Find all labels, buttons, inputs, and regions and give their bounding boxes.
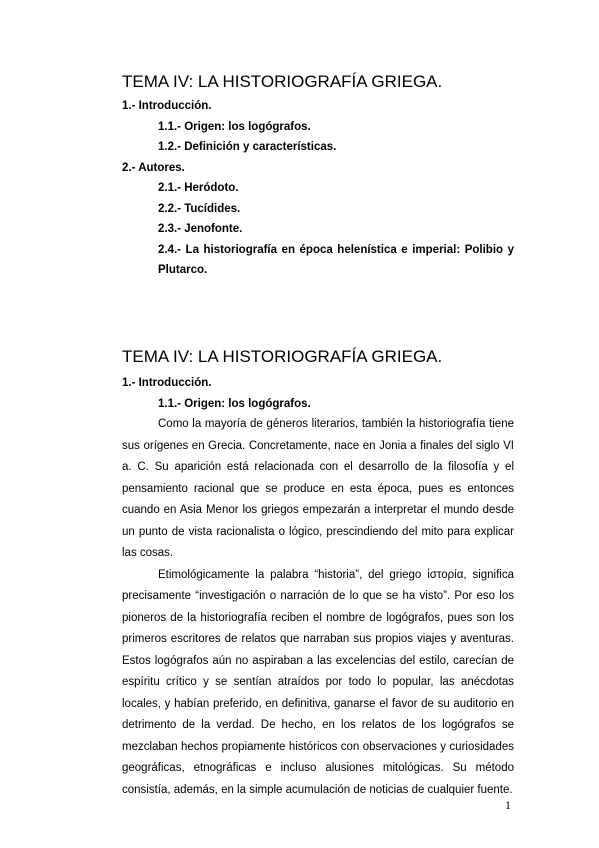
toc-item: 1.- Introducción. xyxy=(122,100,212,112)
toc-item: 2.- Autores. xyxy=(122,161,185,174)
toc-item: 2.2.- Tucídides. xyxy=(158,202,241,215)
heading-origen: 1.1.- Origen: los logógrafos. xyxy=(158,397,311,410)
page-number: 1 xyxy=(505,798,511,812)
section-headings xyxy=(122,373,514,414)
table-of-contents xyxy=(122,96,514,281)
toc-item: 2.4.- La historiografía en época helenística e imperial: Polibio y Plutarco. xyxy=(158,243,514,276)
toc-item: 1.1.- Origen: los logógrafos. xyxy=(158,120,311,133)
body-text xyxy=(122,414,514,801)
paragraph: Como la mayoría de géneros literarios, también la historiografía tiene sus orígenes en Grecia. Concretamente, nace en Jonia a finales del siglo VI a. C. Su aparición está relacionada con el desarrollo de la filosofía y el pensamiento racional que se produce en esta época, pues es entonces cuando en Asia Menor los griegos empezarán a interpretar el mundo desde un punto de vista racionalista o lógico, prescindiendo del mito para explicar las cosas. xyxy=(122,418,514,559)
paragraph: Etimológicamente la palabra “historia”, del griego ἱστορία, significa precisamente “investigación o narración de lo que se ha visto”. Por eso los pioneros de la historiografía reciben el nombre de logógrafos, pues son los primeros escritores de relatos que narraban sus propios viajes y aventuras. Estos logógrafos aún no aspiraban a las excelencias del estilo, carecían de espíritu crítico y se sentían atraídos por todo lo popular, las anécdotas locales, y habían preferido, en definitiva, ganarse el favor de su auditorio en detrimento de la verdad. De hecho, en los relatos de los logógrafos se mezclaban hechos propiamente históricos con observaciones y curiosidades geográficas, etnográficas e incluso alusiones mitológicas. Su método consistía, además, en la simple acumulación de noticias de cualquier fuente. xyxy=(122,568,514,796)
toc-item: 2.1.- Heródoto. xyxy=(158,182,239,194)
index-title: TEMA IV: LA HISTORIOGRAFÍA GRIEGA. xyxy=(122,72,443,91)
toc-item: 1.2.- Definición y características. xyxy=(158,141,337,153)
toc-item: 2.3.- Jenofonte. xyxy=(158,223,243,235)
heading-introduccion: 1.- Introducción. xyxy=(122,377,212,389)
section-title: TEMA IV: LA HISTORIOGRAFÍA GRIEGA. xyxy=(122,347,443,366)
